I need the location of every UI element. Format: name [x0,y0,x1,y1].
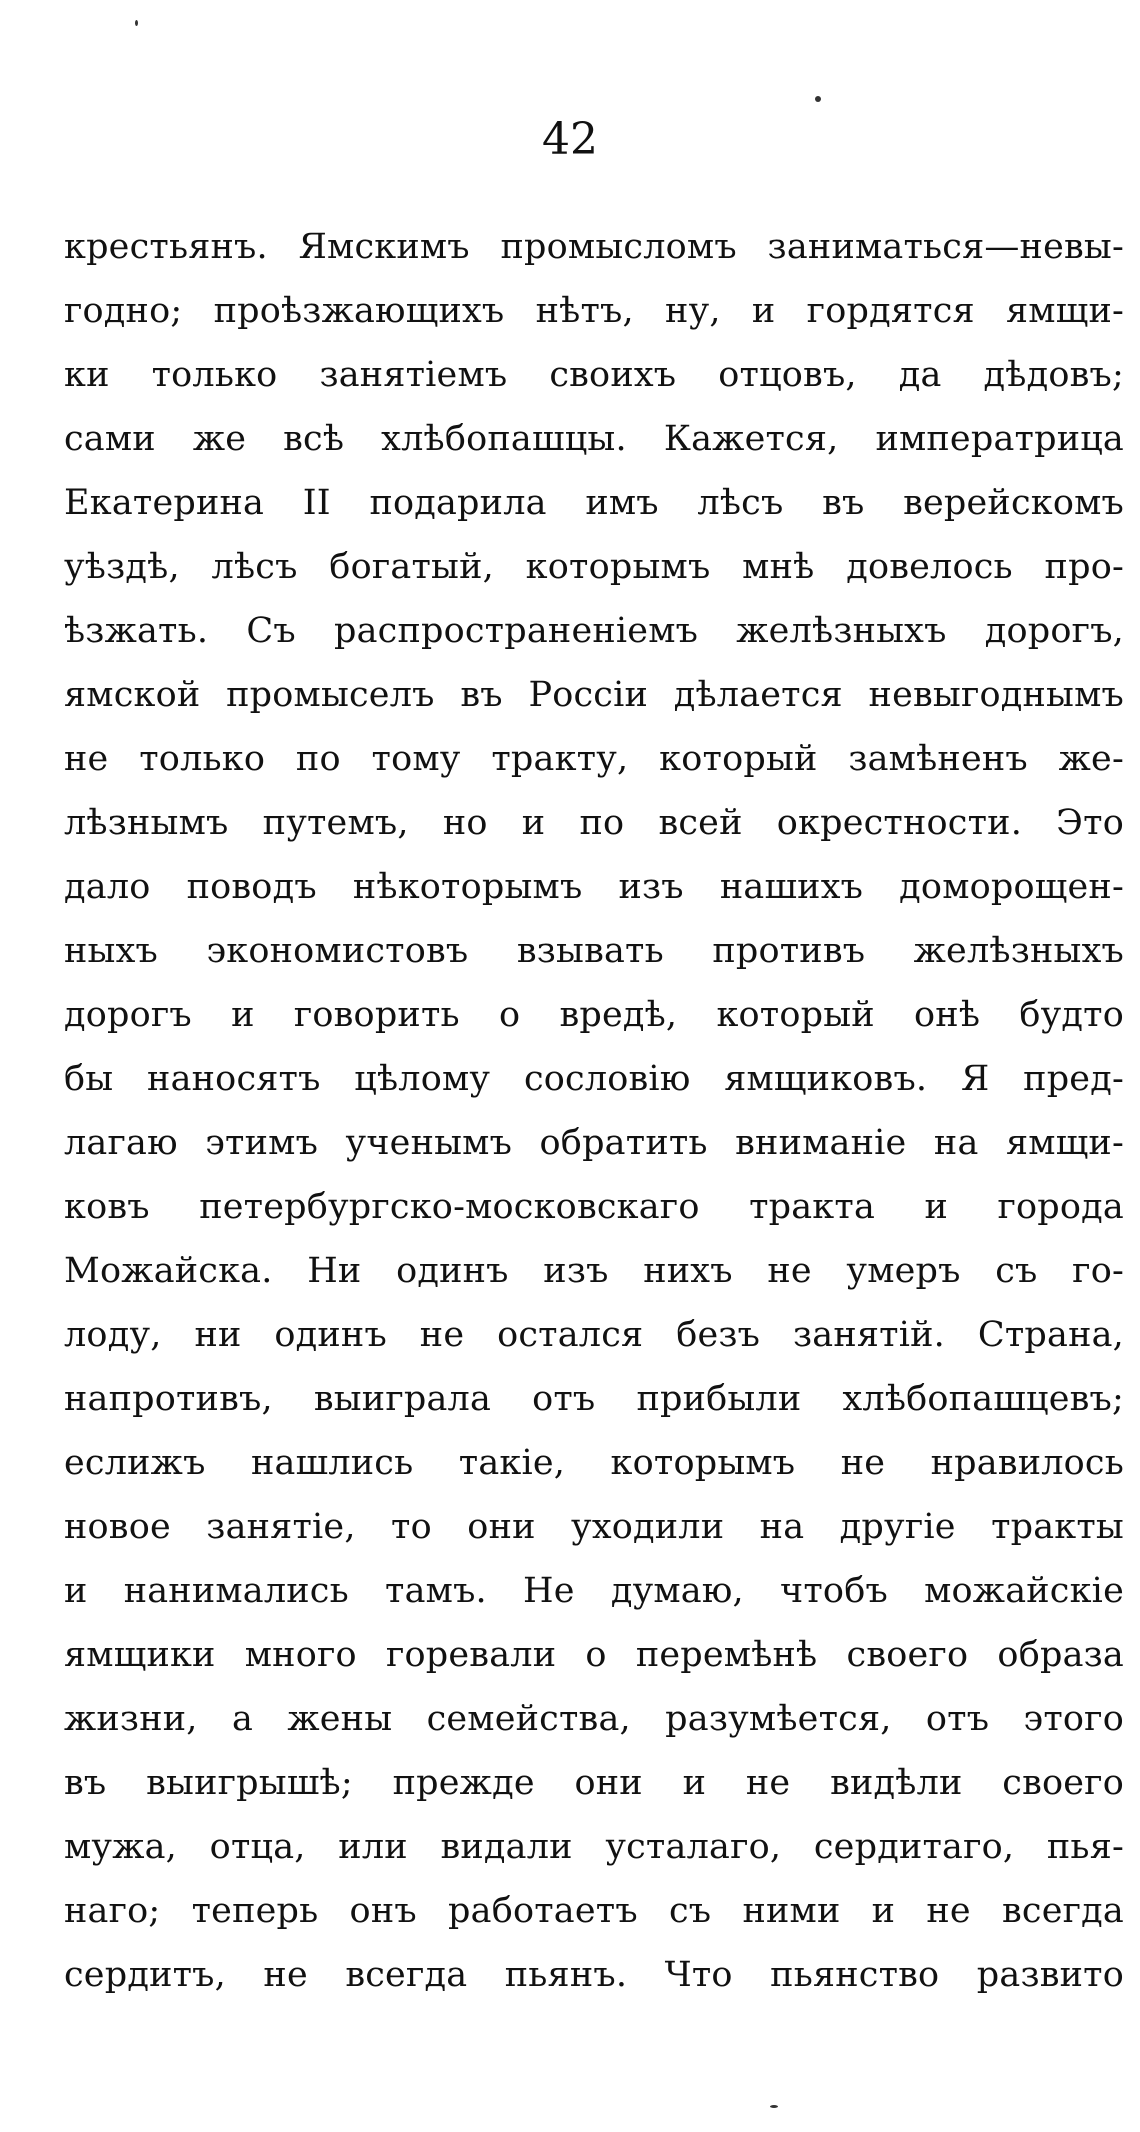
text-line: напротивъ, выиграла отъ прибыли хлѣбопашцевъ; [64,1379,1124,1419]
text-line: крестьянъ. Ямскимъ промысломъ заниматься—невы- [64,227,1124,267]
text-line: въ выигрышѣ; прежде они и не видѣли своего [64,1763,1124,1803]
text-line: дорогъ и говорить о вредѣ, который онѣ будто [64,995,1124,1035]
text-line: уѣздѣ, лѣсъ богатый, которымъ мнѣ довелось про- [64,547,1124,587]
text-line: еслижъ нашлись такіе, которымъ не нравилось [64,1443,1124,1483]
text-line: сами же всѣ хлѣбопашцы. Кажется, императрица [64,419,1124,459]
text-line: лагаю этимъ ученымъ обратить вниманіе на ямщи- [64,1123,1124,1163]
text-line: годно; проѣзжающихъ нѣтъ, ну, и гордятся ямщи- [64,291,1124,331]
text-line: сердитъ, не всегда пьянъ. Что пьянство развито [64,1955,1124,1995]
text-line: бы наносятъ цѣлому сословію ямщиковъ. Я пред- [64,1059,1124,1099]
text-line: дало поводъ нѣкоторымъ изъ нашихъ доморощен- [64,867,1124,907]
text-line: лѣзнымъ путемъ, но и по всей окрестности. Это [64,803,1124,843]
scan-speck [770,2105,778,2108]
text-line: жизни, а жены семейства, разумѣется, отъ этого [64,1699,1124,1739]
text-line: ки только занятіемъ своихъ отцовъ, да дѣдовъ; [64,355,1124,395]
text-line: ковъ петербургско-московскаго тракта и города [64,1187,1124,1227]
text-line: новое занятіе, то они уходили на другіе тракты [64,1507,1124,1547]
body-text [64,215,1124,2007]
text-line: мужа, отца, или видали усталаго, сердитаго, пья- [64,1827,1124,1867]
scan-speck [815,96,821,102]
text-line: ямской промыселъ въ Россіи дѣлается невыгоднымъ [64,675,1124,715]
text-line: Екатерина II подарила имъ лѣсъ въ верейскомъ [64,483,1124,523]
text-line: Можайска. Ни одинъ изъ нихъ не умеръ съ го- [64,1251,1124,1291]
text-line: ѣзжать. Съ распространеніемъ желѣзныхъ дорогъ, [64,611,1124,651]
text-line: лоду, ни одинъ не остался безъ занятій. Страна, [64,1315,1124,1355]
text-line: не только по тому тракту, который замѣненъ же- [64,739,1124,779]
text-line: ямщики много горевали о перемѣнѣ своего образа [64,1635,1124,1675]
text-line: ныхъ экономистовъ взывать противъ желѣзныхъ [64,931,1124,971]
text-line: наго; теперь онъ работаетъ съ ними и не всегда [64,1891,1124,1931]
scan-speck [135,20,138,26]
text-line: и нанимались тамъ. Не думаю, чтобъ можайскіе [64,1571,1124,1611]
page-number: 42 [542,114,598,165]
